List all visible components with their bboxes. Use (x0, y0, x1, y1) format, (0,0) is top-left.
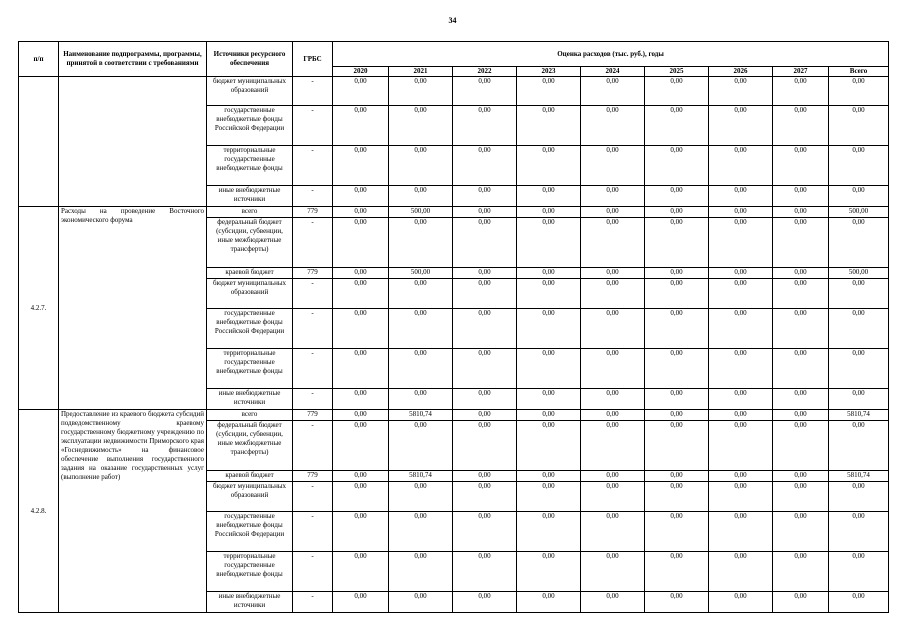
value-cell: 0,00 (333, 389, 389, 410)
header-estimate: Оценка расходов (тыс. руб.), годы (333, 42, 889, 67)
value-cell: 0,00 (709, 309, 773, 349)
value-cell: 0,00 (517, 410, 581, 421)
total-cell: 5810,74 (829, 410, 889, 421)
value-cell: 0,00 (645, 349, 709, 389)
value-cell: 0,00 (389, 349, 453, 389)
grbs-cell: 779 (293, 471, 333, 482)
value-cell: 0,00 (389, 512, 453, 552)
total-cell: 500,00 (829, 268, 889, 279)
value-cell: 0,00 (773, 552, 829, 592)
value-cell: 0,00 (645, 186, 709, 207)
header-year: 2022 (453, 67, 517, 77)
value-cell: 0,00 (709, 410, 773, 421)
value-cell: 0,00 (709, 106, 773, 146)
header-pp: п/п (19, 42, 59, 77)
value-cell: 0,00 (581, 146, 645, 186)
value-cell: 0,00 (581, 552, 645, 592)
value-cell: 0,00 (645, 77, 709, 106)
value-cell: 0,00 (517, 482, 581, 512)
header-year: 2026 (709, 67, 773, 77)
row-name: Расходы на проведение Восточного экономического форума (59, 207, 207, 410)
value-cell: 0,00 (773, 349, 829, 389)
value-cell: 0,00 (517, 349, 581, 389)
grbs-cell: 779 (293, 207, 333, 218)
value-cell: 0,00 (581, 471, 645, 482)
source-cell: территориальные государственные внебюджетные фонды (207, 349, 293, 389)
table-header (19, 42, 889, 77)
source-cell: всего (207, 207, 293, 218)
total-cell: 0,00 (829, 389, 889, 410)
value-cell: 0,00 (645, 512, 709, 552)
total-cell: 0,00 (829, 552, 889, 592)
value-cell: 0,00 (645, 207, 709, 218)
value-cell: 0,00 (773, 512, 829, 552)
value-cell: 0,00 (645, 106, 709, 146)
header-year: 2020 (333, 67, 389, 77)
value-cell: 0,00 (453, 268, 517, 279)
value-cell: 0,00 (517, 471, 581, 482)
value-cell: 0,00 (773, 592, 829, 613)
value-cell: 0,00 (453, 146, 517, 186)
value-cell: 0,00 (453, 410, 517, 421)
value-cell: 0,00 (773, 268, 829, 279)
row-name (59, 77, 207, 207)
value-cell: 0,00 (453, 482, 517, 512)
grbs-cell: - (293, 77, 333, 106)
value-cell: 0,00 (773, 218, 829, 268)
source-cell: территориальные государственные внебюджетные фонды (207, 146, 293, 186)
value-cell: 0,00 (709, 592, 773, 613)
header-grbs: ГРБС (293, 42, 333, 77)
value-cell: 0,00 (645, 309, 709, 349)
value-cell: 0,00 (453, 279, 517, 309)
grbs-cell: - (293, 512, 333, 552)
source-cell: федеральный бюджет (субсидии, субвенции, иные межбюджетные трансферты) (207, 218, 293, 268)
value-cell: 0,00 (645, 218, 709, 268)
header-source: Источники ресурсного обеспечения (207, 42, 293, 77)
value-cell: 0,00 (581, 77, 645, 106)
table-row (19, 207, 889, 218)
grbs-cell: - (293, 592, 333, 613)
value-cell: 0,00 (517, 207, 581, 218)
total-cell: 0,00 (829, 309, 889, 349)
source-cell: краевой бюджет (207, 471, 293, 482)
value-cell: 0,00 (581, 592, 645, 613)
header-name: Наименование подпрограммы, программы, принятой в соответствии с требованиями (59, 42, 207, 77)
value-cell: 0,00 (453, 389, 517, 410)
value-cell: 0,00 (709, 471, 773, 482)
table-row (19, 410, 889, 421)
source-cell: иные внебюджетные источники (207, 186, 293, 207)
value-cell: 0,00 (333, 268, 389, 279)
value-cell: 0,00 (581, 309, 645, 349)
source-cell: бюджет муниципальных образований (207, 482, 293, 512)
page-number: 34 (448, 16, 457, 25)
header-year: 2024 (581, 67, 645, 77)
value-cell: 0,00 (453, 218, 517, 268)
value-cell: 0,00 (645, 268, 709, 279)
value-cell: 0,00 (517, 186, 581, 207)
grbs-cell: - (293, 218, 333, 268)
value-cell: 0,00 (709, 207, 773, 218)
value-cell: 0,00 (333, 471, 389, 482)
value-cell: 0,00 (709, 186, 773, 207)
value-cell: 0,00 (389, 218, 453, 268)
grbs-cell: 779 (293, 268, 333, 279)
source-cell: государственные внебюджетные фонды Российской Федерации (207, 106, 293, 146)
value-cell: 0,00 (517, 279, 581, 309)
value-cell: 0,00 (517, 389, 581, 410)
value-cell: 0,00 (389, 106, 453, 146)
value-cell: 0,00 (581, 482, 645, 512)
value-cell: 0,00 (453, 552, 517, 592)
source-cell: иные внебюджетные источники (207, 389, 293, 410)
grbs-cell: 779 (293, 410, 333, 421)
value-cell: 0,00 (389, 77, 453, 106)
value-cell: 5810,74 (389, 471, 453, 482)
value-cell: 0,00 (709, 349, 773, 389)
total-cell: 0,00 (829, 146, 889, 186)
value-cell: 0,00 (333, 410, 389, 421)
total-cell: 0,00 (829, 482, 889, 512)
grbs-cell: - (293, 421, 333, 471)
value-cell: 0,00 (773, 482, 829, 512)
value-cell: 0,00 (453, 106, 517, 146)
value-cell: 0,00 (773, 471, 829, 482)
grbs-cell: - (293, 309, 333, 349)
value-cell: 0,00 (709, 552, 773, 592)
value-cell: 0,00 (517, 77, 581, 106)
value-cell: 0,00 (581, 106, 645, 146)
total-cell: 0,00 (829, 592, 889, 613)
budget-table (18, 41, 889, 613)
value-cell: 0,00 (709, 421, 773, 471)
total-cell: 500,00 (829, 207, 889, 218)
header-year: 2027 (773, 67, 829, 77)
value-cell: 0,00 (709, 146, 773, 186)
value-cell: 0,00 (645, 552, 709, 592)
value-cell: 0,00 (581, 421, 645, 471)
source-cell: бюджет муниципальных образований (207, 77, 293, 106)
source-cell: иные внебюджетные источники (207, 592, 293, 613)
value-cell: 500,00 (389, 268, 453, 279)
value-cell: 0,00 (709, 77, 773, 106)
value-cell: 0,00 (517, 106, 581, 146)
value-cell: 0,00 (773, 410, 829, 421)
value-cell: 0,00 (517, 146, 581, 186)
value-cell: 0,00 (333, 77, 389, 106)
table-body (19, 77, 889, 613)
value-cell: 0,00 (333, 552, 389, 592)
value-cell: 0,00 (581, 512, 645, 552)
value-cell: 0,00 (517, 552, 581, 592)
value-cell: 0,00 (581, 186, 645, 207)
total-cell: 0,00 (829, 512, 889, 552)
value-cell: 0,00 (453, 512, 517, 552)
value-cell: 0,00 (773, 106, 829, 146)
total-cell: 0,00 (829, 77, 889, 106)
value-cell: 0,00 (333, 186, 389, 207)
value-cell: 0,00 (389, 186, 453, 207)
value-cell: 0,00 (709, 482, 773, 512)
value-cell: 0,00 (389, 482, 453, 512)
source-cell: государственные внебюджетные фонды Российской Федерации (207, 512, 293, 552)
total-cell: 0,00 (829, 279, 889, 309)
header-total: Всего (829, 67, 889, 77)
value-cell: 0,00 (453, 349, 517, 389)
source-cell: федеральный бюджет (субсидии, субвенции, иные межбюджетные трансферты) (207, 421, 293, 471)
value-cell: 0,00 (517, 268, 581, 279)
source-cell: государственные внебюджетные фонды Российской Федерации (207, 309, 293, 349)
table-row (19, 77, 889, 106)
value-cell: 0,00 (453, 592, 517, 613)
value-cell: 0,00 (333, 146, 389, 186)
value-cell: 0,00 (709, 268, 773, 279)
grbs-cell: - (293, 186, 333, 207)
value-cell: 0,00 (333, 592, 389, 613)
grbs-cell: - (293, 552, 333, 592)
value-cell: 0,00 (333, 106, 389, 146)
header-year: 2025 (645, 67, 709, 77)
value-cell: 0,00 (333, 218, 389, 268)
value-cell: 0,00 (581, 349, 645, 389)
grbs-cell: - (293, 349, 333, 389)
value-cell: 500,00 (389, 207, 453, 218)
value-cell: 0,00 (645, 146, 709, 186)
source-cell: территориальные государственные внебюджетные фонды (207, 552, 293, 592)
value-cell: 0,00 (389, 592, 453, 613)
value-cell: 0,00 (333, 349, 389, 389)
value-cell: 0,00 (389, 421, 453, 471)
value-cell: 0,00 (389, 279, 453, 309)
total-cell: 0,00 (829, 106, 889, 146)
value-cell: 0,00 (645, 279, 709, 309)
value-cell: 0,00 (333, 512, 389, 552)
value-cell: 0,00 (773, 146, 829, 186)
value-cell: 0,00 (645, 471, 709, 482)
value-cell: 0,00 (517, 512, 581, 552)
value-cell: 0,00 (645, 389, 709, 410)
value-cell: 0,00 (453, 309, 517, 349)
value-cell: 0,00 (333, 207, 389, 218)
value-cell: 0,00 (773, 389, 829, 410)
value-cell: 0,00 (581, 218, 645, 268)
value-cell: 0,00 (389, 146, 453, 186)
grbs-cell: - (293, 146, 333, 186)
value-cell: 0,00 (709, 389, 773, 410)
value-cell: 0,00 (581, 268, 645, 279)
value-cell: 0,00 (645, 592, 709, 613)
grbs-cell: - (293, 389, 333, 410)
value-cell: 0,00 (453, 471, 517, 482)
value-cell: 0,00 (389, 389, 453, 410)
total-cell: 0,00 (829, 349, 889, 389)
value-cell: 0,00 (517, 592, 581, 613)
grbs-cell: - (293, 106, 333, 146)
value-cell: 0,00 (773, 186, 829, 207)
row-code: 4.2.8. (19, 410, 59, 613)
value-cell: 0,00 (453, 421, 517, 471)
value-cell: 0,00 (581, 279, 645, 309)
value-cell: 0,00 (709, 279, 773, 309)
value-cell: 0,00 (453, 207, 517, 218)
value-cell: 0,00 (453, 77, 517, 106)
header-year: 2023 (517, 67, 581, 77)
value-cell: 0,00 (645, 421, 709, 471)
value-cell: 0,00 (773, 77, 829, 106)
value-cell: 0,00 (645, 482, 709, 512)
total-cell: 0,00 (829, 186, 889, 207)
value-cell: 0,00 (389, 552, 453, 592)
source-cell: бюджет муниципальных образований (207, 279, 293, 309)
row-code (19, 77, 59, 207)
value-cell: 0,00 (389, 309, 453, 349)
total-cell: 0,00 (829, 218, 889, 268)
source-cell: краевой бюджет (207, 268, 293, 279)
value-cell: 0,00 (517, 421, 581, 471)
value-cell: 0,00 (517, 309, 581, 349)
grbs-cell: - (293, 482, 333, 512)
value-cell: 0,00 (773, 207, 829, 218)
value-cell: 0,00 (581, 207, 645, 218)
source-cell: всего (207, 410, 293, 421)
row-code: 4.2.7. (19, 207, 59, 410)
value-cell: 0,00 (581, 389, 645, 410)
grbs-cell: - (293, 279, 333, 309)
value-cell: 0,00 (773, 309, 829, 349)
header-year: 2021 (389, 67, 453, 77)
value-cell: 0,00 (333, 309, 389, 349)
value-cell: 0,00 (333, 482, 389, 512)
value-cell: 0,00 (517, 218, 581, 268)
value-cell: 0,00 (333, 421, 389, 471)
value-cell: 0,00 (581, 410, 645, 421)
value-cell: 0,00 (453, 186, 517, 207)
value-cell: 0,00 (709, 512, 773, 552)
value-cell: 0,00 (773, 421, 829, 471)
total-cell: 0,00 (829, 421, 889, 471)
value-cell: 0,00 (709, 218, 773, 268)
value-cell: 5810,74 (389, 410, 453, 421)
value-cell: 0,00 (773, 279, 829, 309)
value-cell: 0,00 (645, 410, 709, 421)
total-cell: 5810,74 (829, 471, 889, 482)
value-cell: 0,00 (333, 279, 389, 309)
row-name: Предоставление из краевого бюджета субсидий подведомственному краевому государственному бюджетному учреждению по эксплуатации недвижимости Приморского края «Госнедвижимость» на финансовое обеспечение выполнения государственного задания на оказание государственных услуг (выполнение работ) (59, 410, 207, 613)
